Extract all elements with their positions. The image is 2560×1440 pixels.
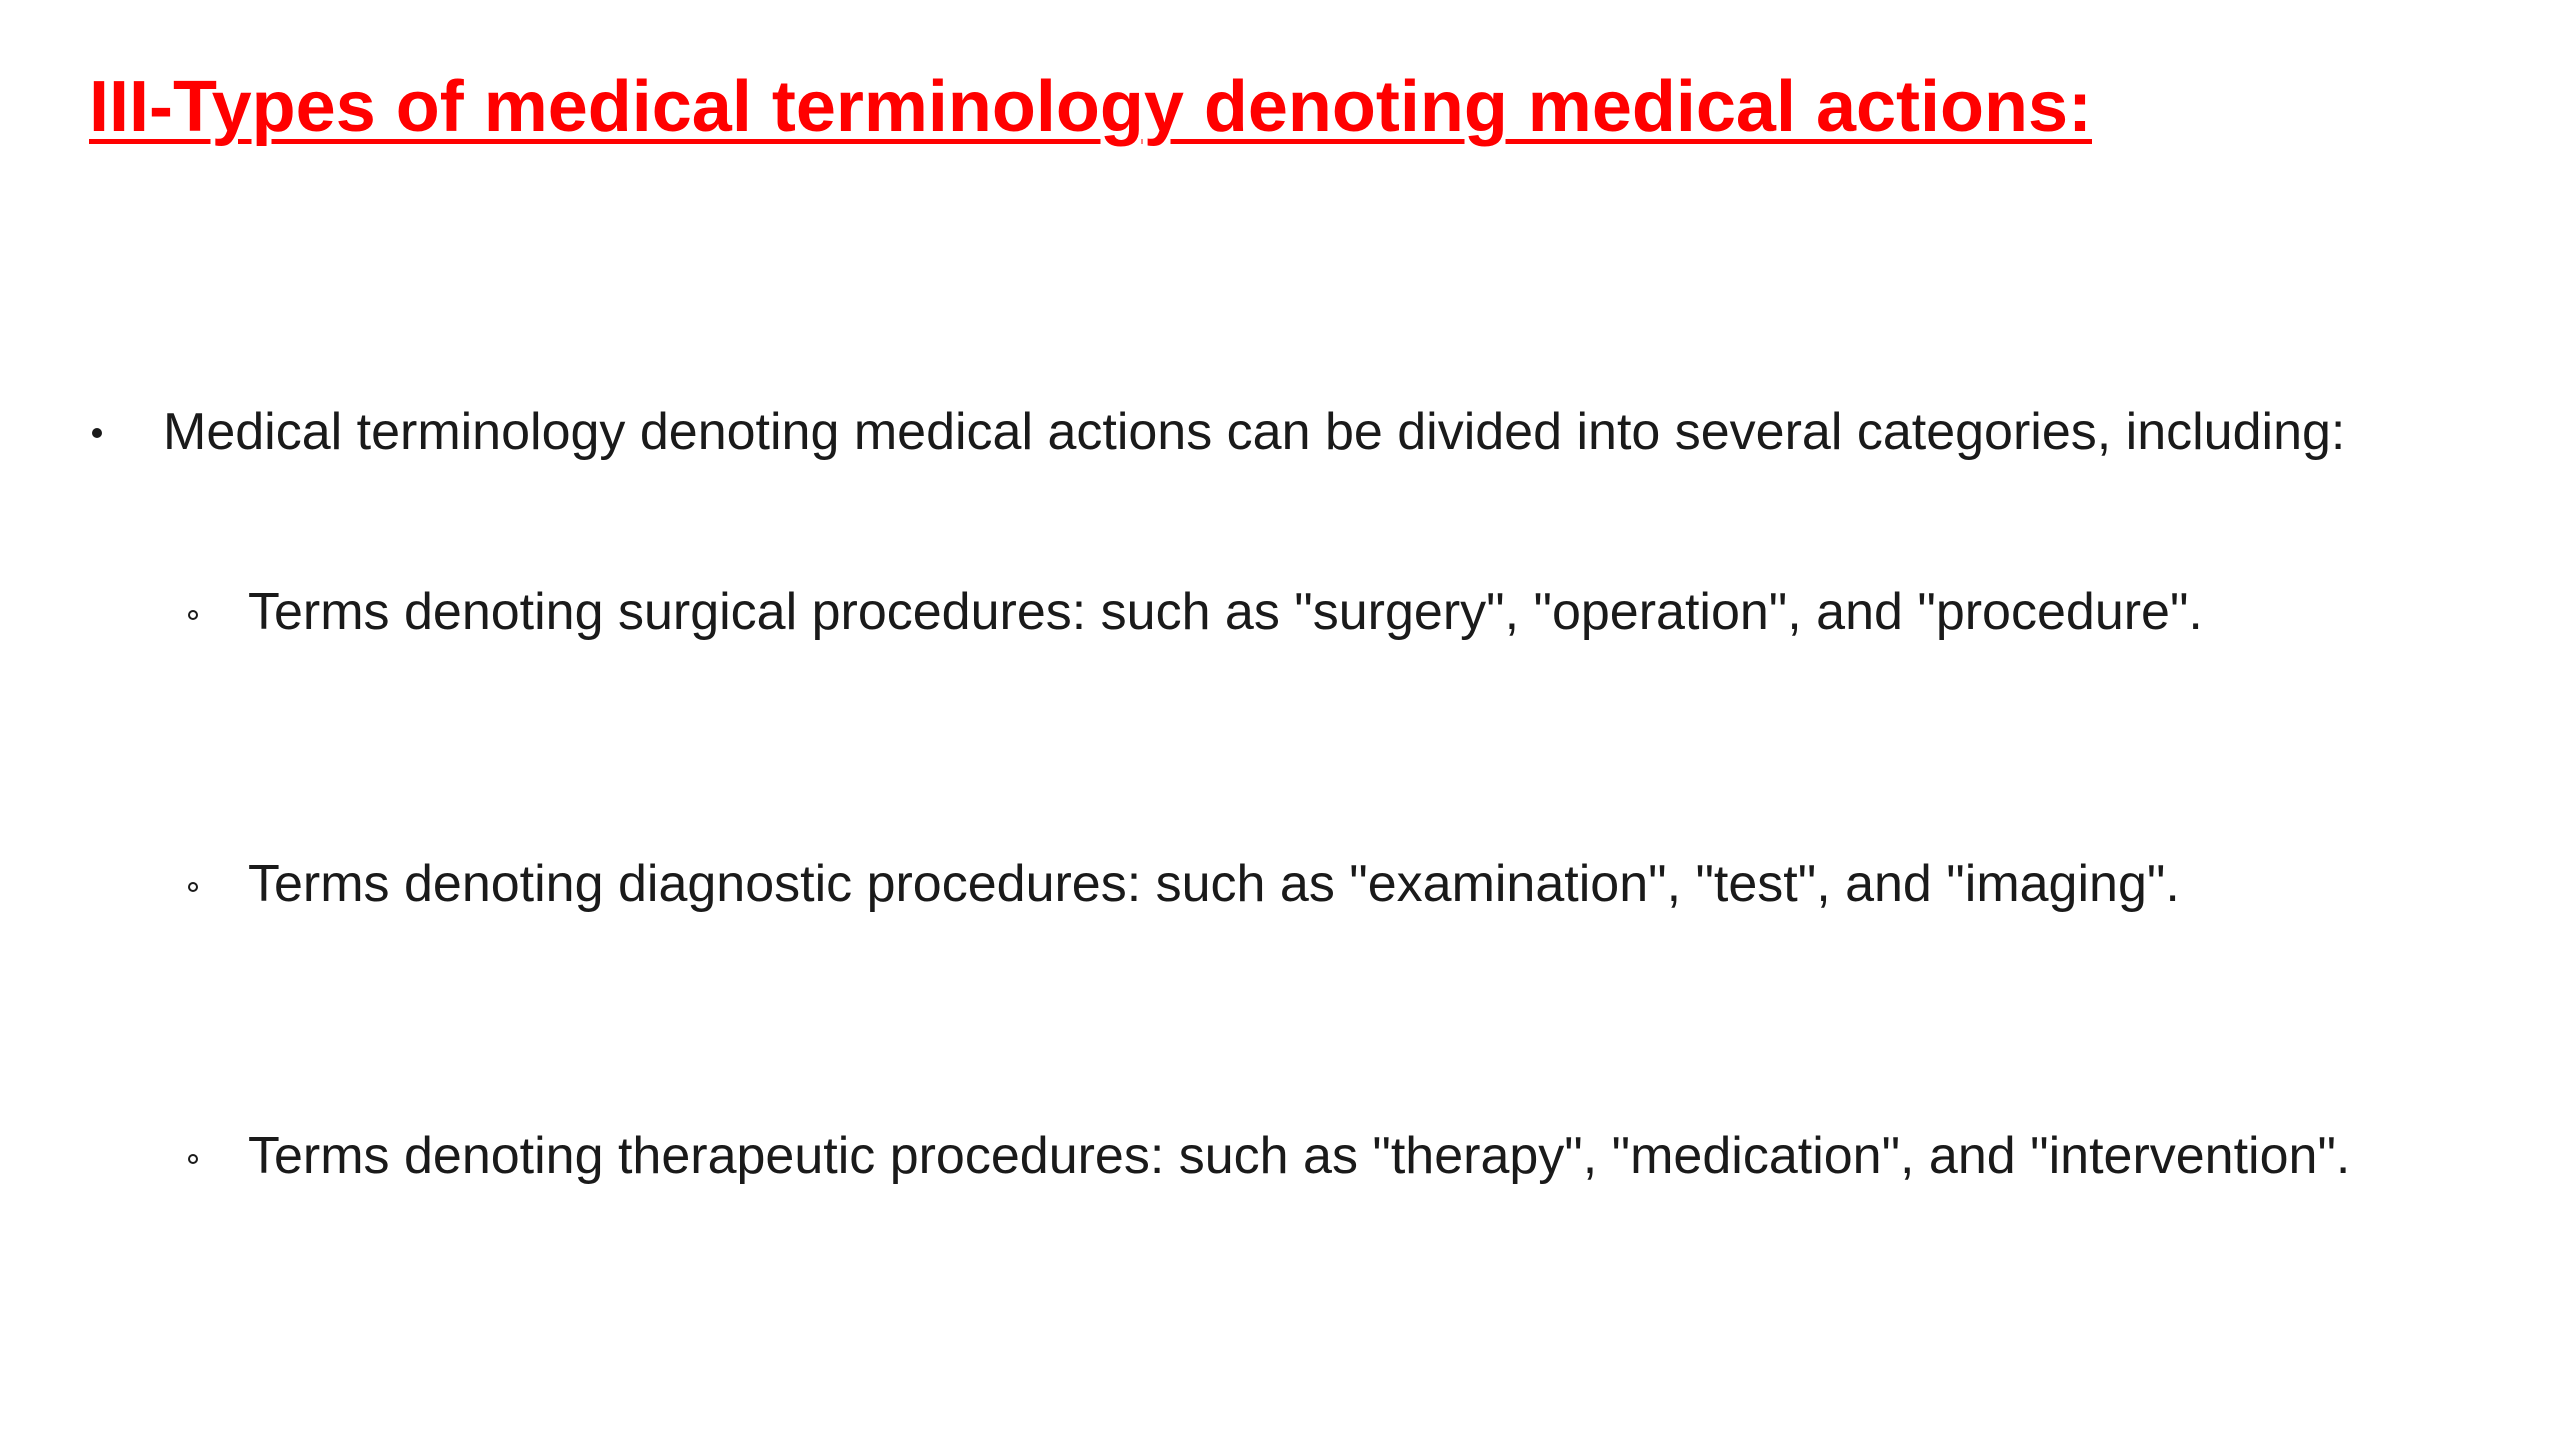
sub-bullet-text: Terms denoting surgical procedures: such as "surgery", "operation", and "procedure". <box>248 583 2203 641</box>
intro-text: Medical terminology denoting medical actions can be divided into several categories, including: <box>163 403 2346 461</box>
hollow-circle-bullet-icon <box>188 610 198 620</box>
slide-title: III-Types of medical terminology denoting medical actions: <box>89 67 2092 147</box>
sub-bullet-text: Terms denoting diagnostic procedures: such as "examination", "test", and "imaging". <box>248 855 2180 913</box>
sub-bullet-text: Terms denoting therapeutic procedures: such as "therapy", "medication", and "intervention". <box>248 1127 2351 1185</box>
hollow-circle-bullet-icon <box>188 1154 198 1164</box>
filled-dot-bullet-icon <box>92 428 102 438</box>
hollow-circle-bullet-icon <box>188 882 198 892</box>
